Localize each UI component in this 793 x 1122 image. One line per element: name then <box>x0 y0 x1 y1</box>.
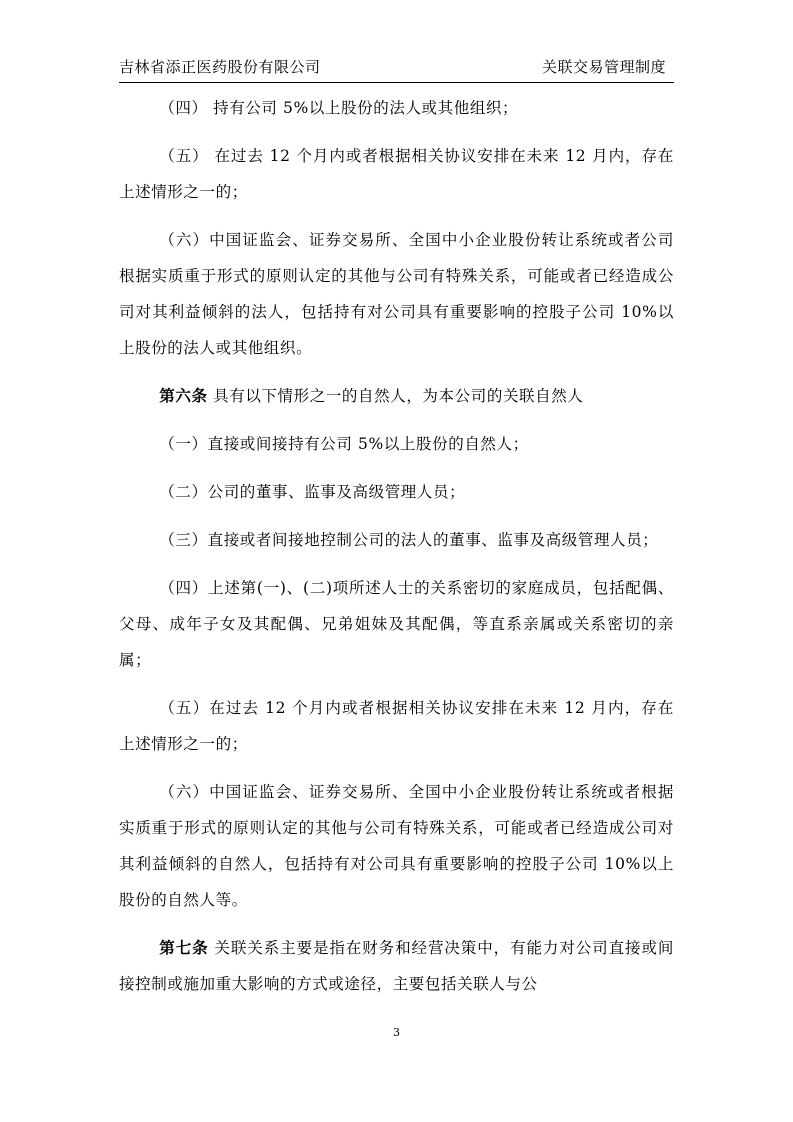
paragraph-item-6: （六）中国证监会、证券交易所、全国中小企业股份转让系统或者公司根据实质重于形式的原则认定的其他与公司有特殊关系，可能或者已经造成公司对其利益倾斜的法人，包括持有对公司具有重要影响的控股子公司 10%以上股份的法人或其他组织。 <box>119 231 674 357</box>
paragraph-person-3: （三）直接或者间接地控制公司的法人的董事、监事及高级管理人员； <box>159 531 659 549</box>
article-6 <box>119 378 674 414</box>
page-number: 3 <box>393 1026 400 1039</box>
header-document-title: 关联交易管理制度 <box>541 58 666 76</box>
paragraph-item-4: （四） 持有公司 5%以上股份的法人或其他组织； <box>159 99 519 117</box>
article-6-text: 具有以下情形之一的自然人，为本公司的关联自然人 <box>207 387 584 405</box>
paragraph-item-5: （五） 在过去 12 个月内或者根据相关协议安排在未来 12 月内，存在上述情形之一的； <box>119 147 674 201</box>
article-7 <box>119 930 674 1002</box>
paragraph-person-2: （二）公司的董事、监事及高级管理人员； <box>159 483 466 501</box>
paragraph-person-6: （六）中国证监会、证券交易所、全国中小企业股份转让系统或者根据实质重于形式的原则认定的其他与公司有特殊关系，可能或者已经造成公司对其利益倾斜的自然人，包括持有对公司具有重要影响的控股子公司 10%以上股份的自然人等。 <box>119 783 674 909</box>
paragraph-person-1: （一）直接或间接持有公司 5%以上股份的自然人； <box>159 435 529 453</box>
article-7-number: 第七条 <box>159 939 209 957</box>
paragraph-person-5: （五）在过去 12 个月内或者根据相关协议安排在未来 12 月内，存在上述情形之一的； <box>119 699 674 753</box>
article-6-number: 第六条 <box>159 387 208 405</box>
header-company-name: 吉林省添正医药股份有限公司 <box>119 58 321 76</box>
page-header <box>119 56 674 83</box>
article-7-text: 关联关系主要是指在财务和经营决策中，有能力对公司直接或间接控制或施加重大影响的方式或途径，主要包括关联人与公 <box>119 939 674 993</box>
paragraph-person-4: （四）上述第(一)、(二)项所述人士的关系密切的家庭成员，包括配偶、父母、成年子女及其配偶、兄弟姐妹及其配偶，等直系亲属或关系密切的亲属； <box>119 579 674 669</box>
document-body <box>119 90 674 1002</box>
